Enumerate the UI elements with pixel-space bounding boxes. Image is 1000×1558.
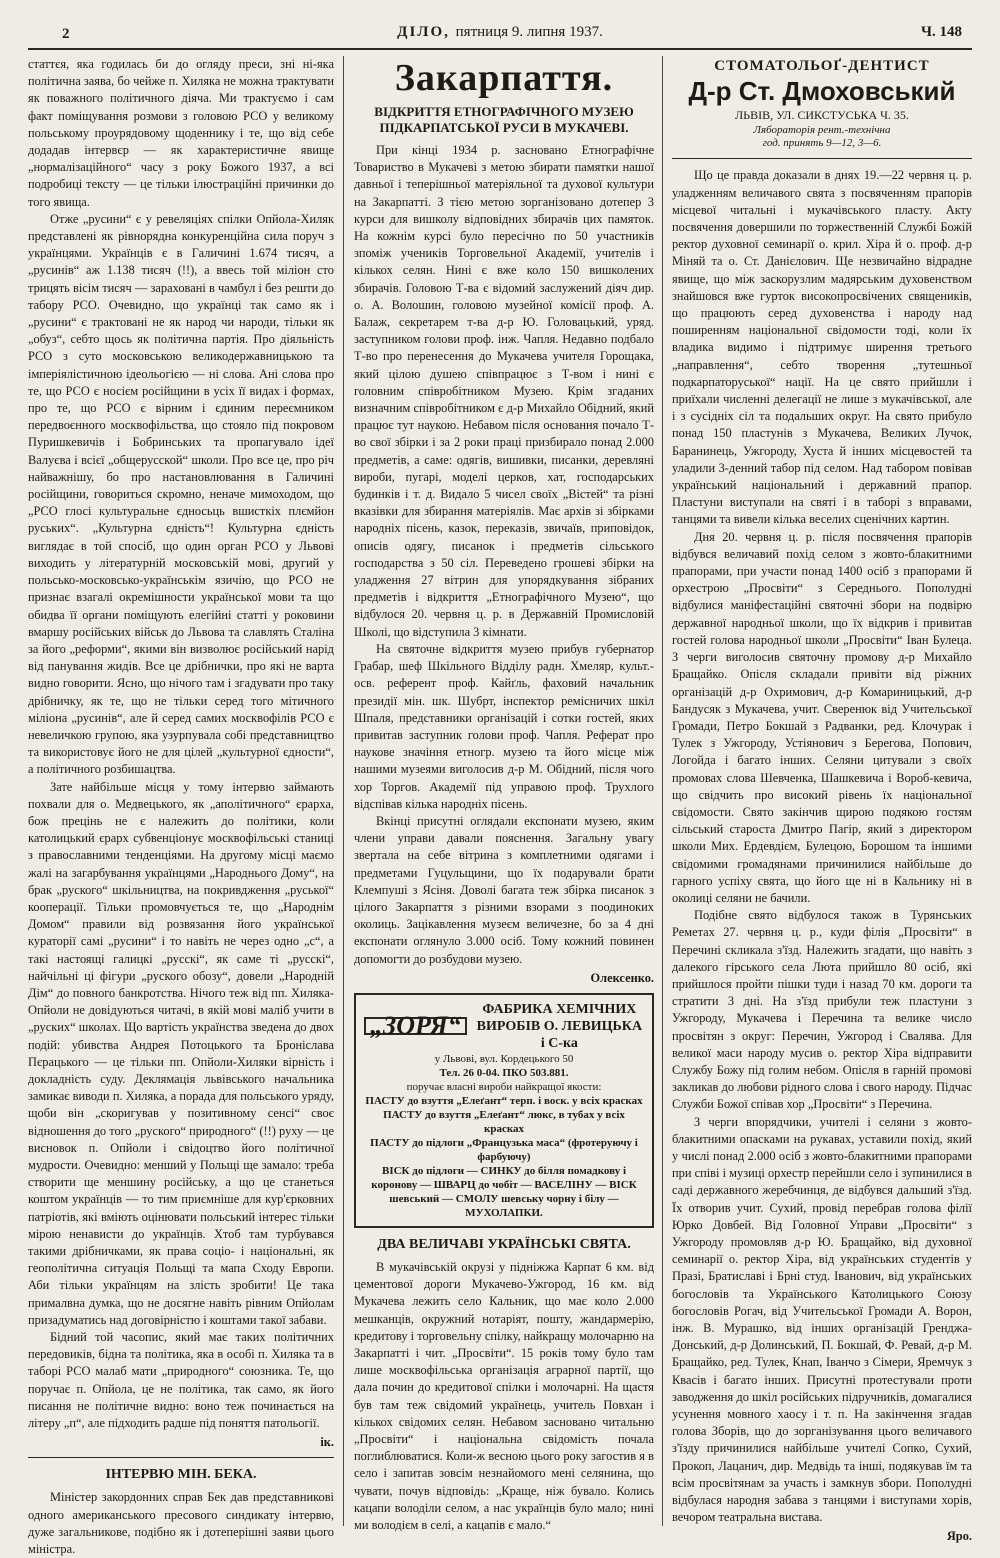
article-signature: Ярo.	[946, 1529, 972, 1544]
column-2	[354, 56, 654, 1536]
column-divider	[662, 56, 663, 1526]
issue-date: пятниця 9. липня 1937.	[455, 24, 603, 40]
issue-number: Ч. 148	[920, 24, 962, 40]
section-rule	[28, 1457, 334, 1458]
ad-name: Д-р Ст. Дмоховський	[688, 76, 956, 107]
article-paragraph: статтєя, яка годилась би до огляду преси, зні ні-яка політична заява, бо чейже п. Хиляка не можна трактувати як поважного політичного діяча. Ми трактуємо і сам факт поміщування розмови з головою РСО у великому польському проурядовому щоденнику і те, що від себе додадав інтервєр — як характеристичне явище „нормалізаційного“ часу з року Божого 1937, а всі подробиці тексту — це тільки ілюстраційні причинки до того явища.	[28, 57, 334, 209]
ad-firm: ФАБРИКА ХЕМІЧНИХ ВИРОБІВ О. ЛЕВИЦЬКА і С-ка	[476, 1001, 643, 1051]
article-paragraph: На святочне відкриття музею прибув губернатор Грабар, шеф Шкільного Відділу радн. Хмеляр, культ.-осв. референт проф. Кайґль, фаховий начальник президії мін. шк. Шубрт, інспектор ремісничих шкіл Шпаля, представники організацій і сотки гостей, яких привитав заступник голови проф. Чапля. Реферат про наукове значіння етногр. музею та його місце між нашими музеями виголосив д-р М. Обідний, після чого хор Торгов. Академії під управою проф. Трухлого відспівав кілька народніх пісень.	[354, 641, 654, 811]
article-paragraph: З черги впорядчики, учителі і селяни з жовто-блакитними опасками на рукавах, уставили похід, який у числі понад 2.000 осіб з жовто-блакитними прапорами при співі і музиці орхестр перейшли село і зупинилися в саді державного жеребчинця, де відбувся дальший з'їзд. Їх отворив учит. Сухий, провід перебрав голова філії Юрко Довбей. Від Головної Управи „Просвіти“ з Ужгороду промовляв д-р Ю. Бращайко, від духовної семинарії о. ректор Хіра, від українських студентів у Празі, Братиславі і Брні студ. Іванович, від українських богословів та Українського Католицького Союзу богословів Рогач, від Учительської Громади А. Ворон, інж. В. Мурашко, від інших організацій Гренджа-Донський, д-р Долинський, П. Бокшай, Ф. Ревай, д-р М. Бращайко, ред. Тулек, Кнап, Іванчо з Сімери, Яремчук з Квасів і багато інших. Присутні протестували проти заводження до шкіл російських підручників, домагалися усунення мовного хаосу і т. п. На закінчення згадав голова Зборів, що до зорганізування цього величавого з'їзду причинилися найбільше учителі Сопко, Сухий, Прокоп, Лацанич, дир. Медвідь та інші, подякував їм та всім просвітянам за участь і замкнув збори. Пополудні відбулася народня забава з танцями і виступами хорів, вечором театральна вистава.	[672, 1114, 972, 1525]
advertisement-dentist	[672, 56, 972, 159]
ad-header	[364, 1001, 644, 1052]
ad-address: ЛЬВІВ, УЛ. СИКСТУСЬКА Ч. 35.	[735, 108, 909, 123]
article-paragraph: Отже „русини“ є у ревеляціях спілки Опйола-Хиляк представлені як рівнорядна конкуренційна сила поруч з українцями. Українців є в Галичині 1.674 тисяч, а „русинів“ аж 1.138 тисяч (!!), а ввесь той міліон сто трицять вісім тисяч — зараховані в чамбул і без решти до табору РСО. Очевидно, що українці так само як і „русини“ є трактовані не як народ чи народи, тільки як „обуз“, себто щось як політична партія. Про діяльність РСО з суто московською великодержавницькою та імперіялістичною ідеольогією — ні слова. Ані слова про те, що РСО є носієм російщини в усіх її видах і формах, про те, що РСО є вірним і єдиним переємником передвоєнного москвофільства, що стояло під покровом Пуришкевичів і Бобринських та пропагувало ідеї Валуєва і всієї „общерусской“ школи. Про все це, про річ найважнішу, бо про настановлювання в Галичині російщини, говориться скромно, неначе мимоходом, що „РСО глосі культуральне єдносьць вшисткіх плємйон руських“. „Культурна єдність“! Культурна єдність виглядає в той спосіб, що один орган РСО у Львові виходить у літературній московській мові, другий у польсько-московсько-українськім язичію, що РСО не признає взагалі окремішности української мови та що обидва її органи поміщують елегійні статті у роковини вмаршу російських військ до Львова та славлять Сталіна за його „реформи“, якими він визволює російський нарід від панування жидів. Все це дрібнички, про які не варта видно говорити. Ясно, що нічого там і згадувати про таку дрібничку, як те, що не тільки серед того мітичного міліона „русинів“, але й серед самих москвофілів РСО є невеличкою групою, яка узурпувала собі представництво та використовує його не для цілей „культурної єдности“, а політичного розбишацтва.	[28, 211, 334, 777]
interview-headline: ІНТЕРВЮ МІН. БЕКА.	[105, 1467, 257, 1483]
column-divider	[343, 56, 344, 1526]
article-paragraph: При кінці 1934 р. засновано Етнографічне Товариство в Мукачеві з метою збирати памятки нашої давньої і теперішньої матеріяльної та духової культури на Закарпатті. З тією метою зорганізовано дотепер 3 курси для вишколу відповідних збирачів цих памяток. На кожнім курсі було пересічно по 50 участників зпоміж учеників Торговельної Академії, учителів і кількох селян. Нині є вже коло 150 вишколених збирачів. Головою Т-ва є відомий заслужений діяч дир. о. А. Волошин, головою музейної комісії проф. А. Балаж, секретарем т-ва д-р Ю. Головацький, уряд. заступником голови проф. інж. Чапля. Недавно подбало Т-во про перенесення до Мукачева учителя Горощака, який цілою душею співпрацює з Т-вом і нині є головним співробітником Музею. Крім згаданих визначним співробітником є д-р Михайло Обідний, який працює тут наукою. Небавом після основання почало Т-во свої збірки і за 2 роки праці призбирало понад 2.000 предметів, а саме: одягів, вишивки, писанки, деревляні вироби, пугарі, моделі церков, хат, господарських будинків і т. д. Видало 5 чисел своїх „Вістей“ та різні вказівки для збирання матеріялів. Має архів зі збірками народніх пісень, казок, переказів, звичаїв, приповідок, описів одягу, писанок і предметів сільського господарства з 50 сіл. Переведено грошеві збірки на уладження 27 вітрин для упорядкування зібраних предметів і відкриття „Етнографічного Музею“, що відбулося 20. червня ц. р. в Державній Промисловій Школі, що відступила 3 кімнати.	[354, 143, 654, 639]
advertisement-zorya	[354, 993, 654, 1228]
article-paragraph: Подібне свято відбулося також в Турянських Реметах 27. червня ц. р., куди філія „Просвіти“ в Перечині скликала з'їзд. Належить згадати, що навіть з далекого гірського села Люта прийшло 80 осіб, які прийшлося пройти пішки туди і назад 70 км. дороги та стратити 3 дні. На з'їзд прибули теж пластуни з Ужгороду, Мукачева і Перечина та велике число просвітян з округ: Перечин, Ужгород і Свалява. Для великої маси народу мусив о. ректор Хіра відправити Службу Божу під голим небом. Опісля в гарній промові закликав до любови рідного слова і свого народу. Підчас Служби Божої співав хор „Просвіти“ з Перечина.	[672, 908, 972, 1112]
ad-line: поручає власні вироби найкращої якости:	[406, 1080, 602, 1093]
article-paragraph: Що це правда доказали в днях 19.—22 червня ц. р. уладженням величавого свята з посвяченням прапорів місцевої читальні і мукачівського пласту. Акту посвячення довершили по торжественній Службі Божій ректор духовної семинарії о. крил. Хіра й о. проф. д-р Міняй та о. Ст. Данієлович. Ще незвичайно відрадне явище, що між заскорузлим мадярським духовенством знайшовся вже гурток високопросвічених священиків, що працюють серед духовенства і народу над поширенням національної свідомости тоді, коли їх владика видимо і підтримує ширення третього „направлення“, себто творення „тутешньої подкарпаторуської“ нації. На це свято прийшли і приїхали численні делегації не лише з мукачівської, але і з сусідніх сіл та подальших округ. На свято прибуло понад 150 пластунів з Мукачева, Великих Лучок, Баранинець, Ужгороду, Хуста й інших місцевостей та уладили 3-денний табор під селом. Над табором повівав український національний і державний прапор. Пластуни виступали на святі і в таборі з вправами, танцями та вивели кілька веселих сценічних картин.	[672, 168, 972, 527]
article-signature: Олексенко.	[590, 970, 654, 985]
ad-lab: Лябораторія рент.-технічна	[753, 124, 891, 137]
ad-address: у Львові, вул. Кордецького 50	[434, 1052, 574, 1065]
article-headline: ВІДКРИТТЯ ЕТНОГРАФІЧНОГО МУЗЕЮ ПІДКАРПАТСЬКОЇ РУСИ В МУКАЧЕВІ.	[374, 104, 634, 135]
ad-phone: Тел. 26 0-04. ПКО 503.881.	[439, 1066, 569, 1079]
article-headline: ДВА ВЕЛИЧАВІ УКРАЇНСЬКІ СВЯТА.	[377, 1236, 631, 1252]
article-paragraph: В мукачівській окрузі у підніжжа Карпат 6 км. від цементової дороги Мукачево-Ужгород, 16 км. від Мукачева лежить село Кальник, що має коло 2.000 мешканців, окружний нотаріят, пошту, жандармерію, кредитову і торговельну спілку, найкращу молочарню на Закарпатті і чит. „Просвіти“. 15 років тому було там лише москвофільська організація аграрної партії, що дала почин до кредитової спілки і молочарні. На щастя був там теж свідомий українець, учитель Повхан і кількох свідомих селян. Небавом засновано читальню „Просвіти“ і національна свідомість почала поглиблюватися. Коли-ж весною цього року загостив я в село і запитав зовсім незнайомого мені селянина, що чувати, почув відповідь: „Краще, ніж бувало. Колись кацапи володіли селом, а нас українців було мало; нині ми володієм в селі, а кацапів є мало.“	[354, 1259, 654, 1532]
ad-line: ПАСТУ до взуття „Елеґант“ терп. і воск. у всіх красках	[365, 1094, 643, 1107]
masthead	[28, 20, 972, 50]
ad-profession: СТОМАТОЛЬОҐ-ДЕНТИСТ	[714, 58, 930, 74]
newspaper-title	[28, 24, 972, 41]
interview-paragraph: Міністер закордонних справ Бек дав представникові одного американського пресового синдикату інтервю, дуже загальникове, подібно як і дотеперішні заяви цього міністра.	[28, 1490, 334, 1557]
page-number: 2	[62, 26, 70, 42]
ad-brand: „ЗОРЯ“	[364, 1017, 467, 1035]
article-paragraph: Бідний той часопис, який має таких політичних передовиків, бідна та політика, яка в особі п. Хиляка та в таборі РСО малаб мати „природного“ союзника. Те, що поручає п. Опйола, це не політика, так само, як його писання не політичне видно: воно теж починається на літеру „п“, але підходить радше під поняття патольогії.	[28, 1330, 334, 1431]
article-paragraph: Дня 20. червня ц. р. після посвячення прапорів відбувся величавий похід селом з жовто-блакитними прапорами, при участи понад 1400 осіб з прапорами й орхестрою „Просвіти“ з Середнього. Пополудні відбулися маніфестаційні святочні збори на подвірю державної народньої школи, що їх відкрив і привитав гостей голова народньої школи „Просвіти“ Іван Булеца. З черги виголосив святочну промову д-р Михайло Бращайко. Опісля складали привіти від ріжних організацій д-р Охримович, д-р Комариницький, д-р Бандусяк з Мукачева, учит. Сверенюк від Учительської Громади, Петро Бокшай з Радванки, ред. Клочурак і Тулек з Ужгороду, Устіянович з Берегова, Попович, Логойда і багато інших. Селяни цитували з своїх промовах слова Шевченка, Шашкевича і Вороб-кевича, що свідчить про високий рівень їх національної свідомости. Свято закінчив щирою подякою гостям сільський староста Дмитро Пагір, який з директором школи Мих. Ердевдієм, Булецою, Борошом та іншими свідомими громадянами причинилися найбільше до гарного успіху свята, що його ще ні в Кальнику ні в околиці селяни не бачили.	[672, 529, 972, 905]
article-signature: ік.	[320, 1435, 334, 1450]
column-1	[28, 56, 334, 1557]
ad-line: ПАСТУ до підлоги „Французька маса“ (фротеруючу і фарбуючу)	[370, 1136, 638, 1163]
article-paragraph: Зате найбільше місця у тому інтервю займають похвали для о. Медвецького, як „аполітичного“ єрарха, бож прецінь не є належить до політики, коли католицький єрарх субвенціонує москвофільські станиці з православними тенденціями. На другому місці маємо жалі на загарбування українцями „Народнього Дому“, на брак „руского“ шкільництва, на покривдження „руської“ кооперації. Тільки промовчується те, що „Народнім Домом“ правили від розвязання його української кураторії самі „русини“ і то навіть не через одно „с“, а такі настоящі галицкі „русскі“, як саме ті „русскі“, найчільні ці фігури „руского обозу“, довели „Народній Дім“ до повного банкротства. Нічого теж від пп. Хиляка-Опйоли не довідуються читачі, в якій мові маліб учити в „руских“ школах. Що вартість українства зведена до двох подій: убивства Андрея Потоцького та Броніслава Пєрацького — це тільки пп. Опйоли-Хиляки вірність і докладність суду. Деклямація львівського начальника замикає виводи п. Хиляка, а порада для польського уряду, щоби він „скоригував у позитивному сенсі“ своє відношення до того „руского“ природного“ (!!) руху — це висновок п. Опйоли і свідоцтво його політичної мудрости. Очевидно: менший у Польщі ще замало: треба створити ще меншину російську, а що це станеться коштом українців — то тим приємніше для кур'єрковних патріотів, які вміють оцінювати польський інтерес тільки мірою ненависти до українців. Хтоб там турбувався такими дрібничками, як права соціо- і національні, як геополітична ситуація Польщі та мапа Сходу Европи. Аби тільки українцям на злість зробити! Це така прималвна думка, що не досягне навіть рівним Опйолам призадуматись над договірністю і коштами такої забави.	[28, 779, 334, 1327]
column-3	[672, 56, 972, 1544]
article-paragraph: Вкінці присутні оглядали експонати музею, яким члени управи давали пояснення. Загальну увагу звертала на себе вітрина з комплетними одягами і предметами Гуцульщини, що їх подарували брати Клемпуші з Ясіня. Доволі багата теж збірка писанок з цілого Закарпаття з різними взорами з поодиноких околиць. Зацікавлення музеєм величезне, бо за 4 дні експонати оглянуло 3.000 осіб. Тому кожний повинен допомогти до розбудови музею.	[354, 813, 654, 966]
ad-line: ВІСК до підлоги — СИНКУ до білля помадкову і коронову — ШВАРЦ до чобіт — ВАСЕЛІНУ — ВІСК шевський — СМОЛУ шевську чорну і білу — МУХОЛАПКИ.	[371, 1164, 637, 1219]
newspaper-name: ДІЛО,	[397, 24, 450, 40]
ad-hours: год. принять 9—12, 3—6.	[762, 137, 882, 150]
ad-line: ПАСТУ до взуття „Елеґант“ люкс, в тубах у всіх красках	[383, 1108, 625, 1135]
section-headline: Закарпаття.	[394, 57, 614, 99]
